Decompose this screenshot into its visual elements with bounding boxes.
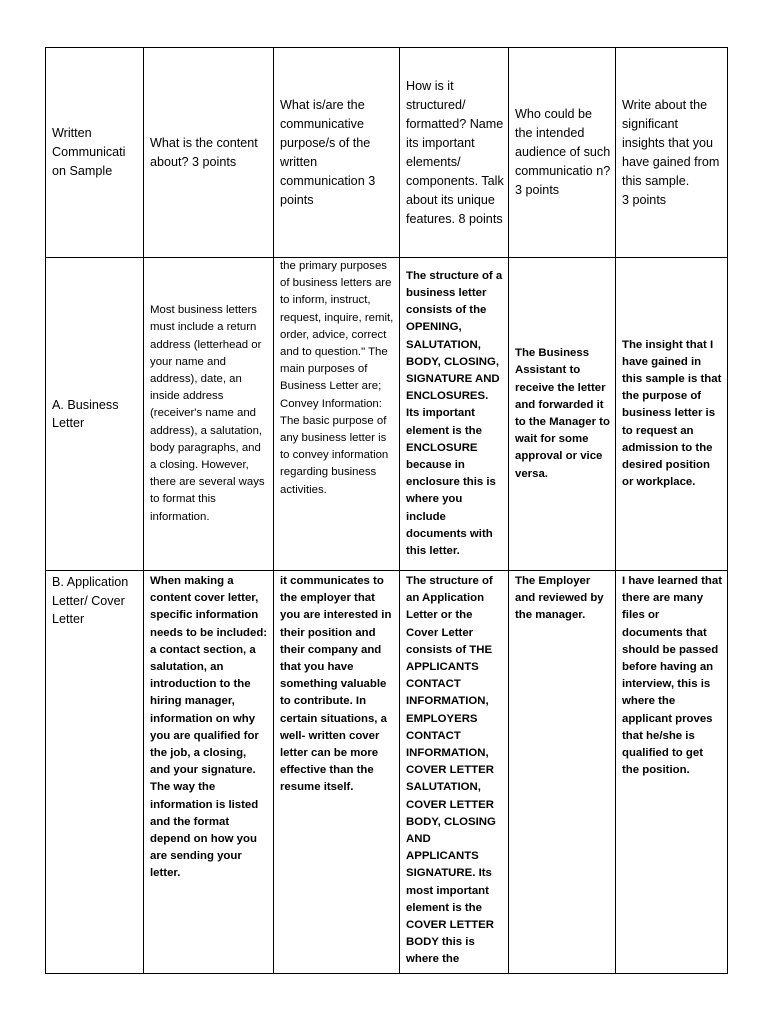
header-communicative-purpose: What is/are the communicative purpose/s of the written communication 3 points <box>274 48 400 258</box>
structure-elements: THE APPLICANTS CONTACT INFORMATION, EMPLOYERS CONTACT INFORMATION, COVER LETTER SALUTATION, COVER LETTER BODY, CLOSING AND APPLICANTS SIGNATURE <box>406 643 496 880</box>
header-audience-points: 3 points <box>515 183 560 197</box>
header-audience-text: Who could be the intended audience of such communicatio n? <box>515 107 611 178</box>
header-content-about: What is the content about? 3 points <box>144 48 274 258</box>
structure-text-mid: . Its most important element is the <box>406 867 492 914</box>
purpose-cell: it communicates to the employer that you are interested in their position and their company and that you have something valuable to contribute. In certain situations, a well- written cover letter can be more effective than the resume itself. <box>274 571 400 974</box>
structure-text-end: because in enclosure this is where you include documents with this letter. <box>406 459 496 558</box>
purpose-cell: the primary purposes of business letters are to inform, instruct, request, inquire, remit, order, advice, correct and to question." The main purposes of Business Letter are; Convey Information: The basic purpose of any business letter is to convey information regarding business activities. <box>274 258 400 571</box>
structure-text-end: this is where the <box>406 936 475 966</box>
structure-text-mid: . Its important element is the <box>406 390 489 437</box>
insight-cell: I have learned that there are many files or documents that should be passed before having an interview, this is where the applicant proves that he/she is qualified to get the position. <box>616 571 728 974</box>
row-label: A. Business Letter <box>46 258 144 571</box>
structure-text: The structure of a business letter consists of the <box>406 269 503 317</box>
structure-key-element: COVER LETTER BODY <box>406 919 494 949</box>
table-row-application-letter <box>46 571 728 974</box>
table-row-business-letter <box>46 258 728 571</box>
content-cell: Most business letters must include a return address (letterhead or your name and address), date, an inside address (receiver's name and address), a salutation, body paragraphs, and a closing. However, there are several ways to format this information. <box>144 258 274 571</box>
analysis-table <box>45 47 728 974</box>
structure-cell <box>400 571 509 974</box>
structure-elements: OPENING, SALUTATION, BODY, CLOSING, SIGNATURE AND ENCLOSURES <box>406 321 500 403</box>
header-intended-audience <box>509 48 616 258</box>
audience-cell: The Business Assistant to receive the letter and forwarded it to the Manager to wait for some approval or vice versa. <box>509 258 616 571</box>
content-cell: When making a content cover letter, specific information needs to be included: a contact section, a salutation, an introduction to the hiring manager, information on why you are qualified for the job, a closing, and your signature. The way the information is listed and the format depend on how you are sending your letter. <box>144 571 274 974</box>
audience-cell: The Employer and reviewed by the manager. <box>509 571 616 974</box>
document-page <box>45 47 727 974</box>
header-insights-points: 3 points <box>622 192 667 207</box>
header-structure-format: How is it structured/ formatted? Name its important elements/ components. Talk about its unique features. 8 points <box>400 48 509 258</box>
header-written-communication-sample: Written Communicati on Sample <box>46 48 144 258</box>
table-header-row <box>46 48 728 258</box>
structure-text: The structure of an Application Letter or the Cover Letter consists of <box>406 575 493 656</box>
structure-key-element: ENCLOSURE <box>406 441 478 454</box>
insight-cell: The insight that I have gained in this sample is that the purpose of business letter is to request an admission to the desired position or workplace. <box>616 258 728 571</box>
row-label: B. Application Letter/ Cover Letter <box>46 571 144 974</box>
header-insights-text: Write about the significant insights that you have gained from this sample. <box>622 97 720 188</box>
header-significant-insights <box>616 48 728 258</box>
structure-cell <box>400 258 509 571</box>
